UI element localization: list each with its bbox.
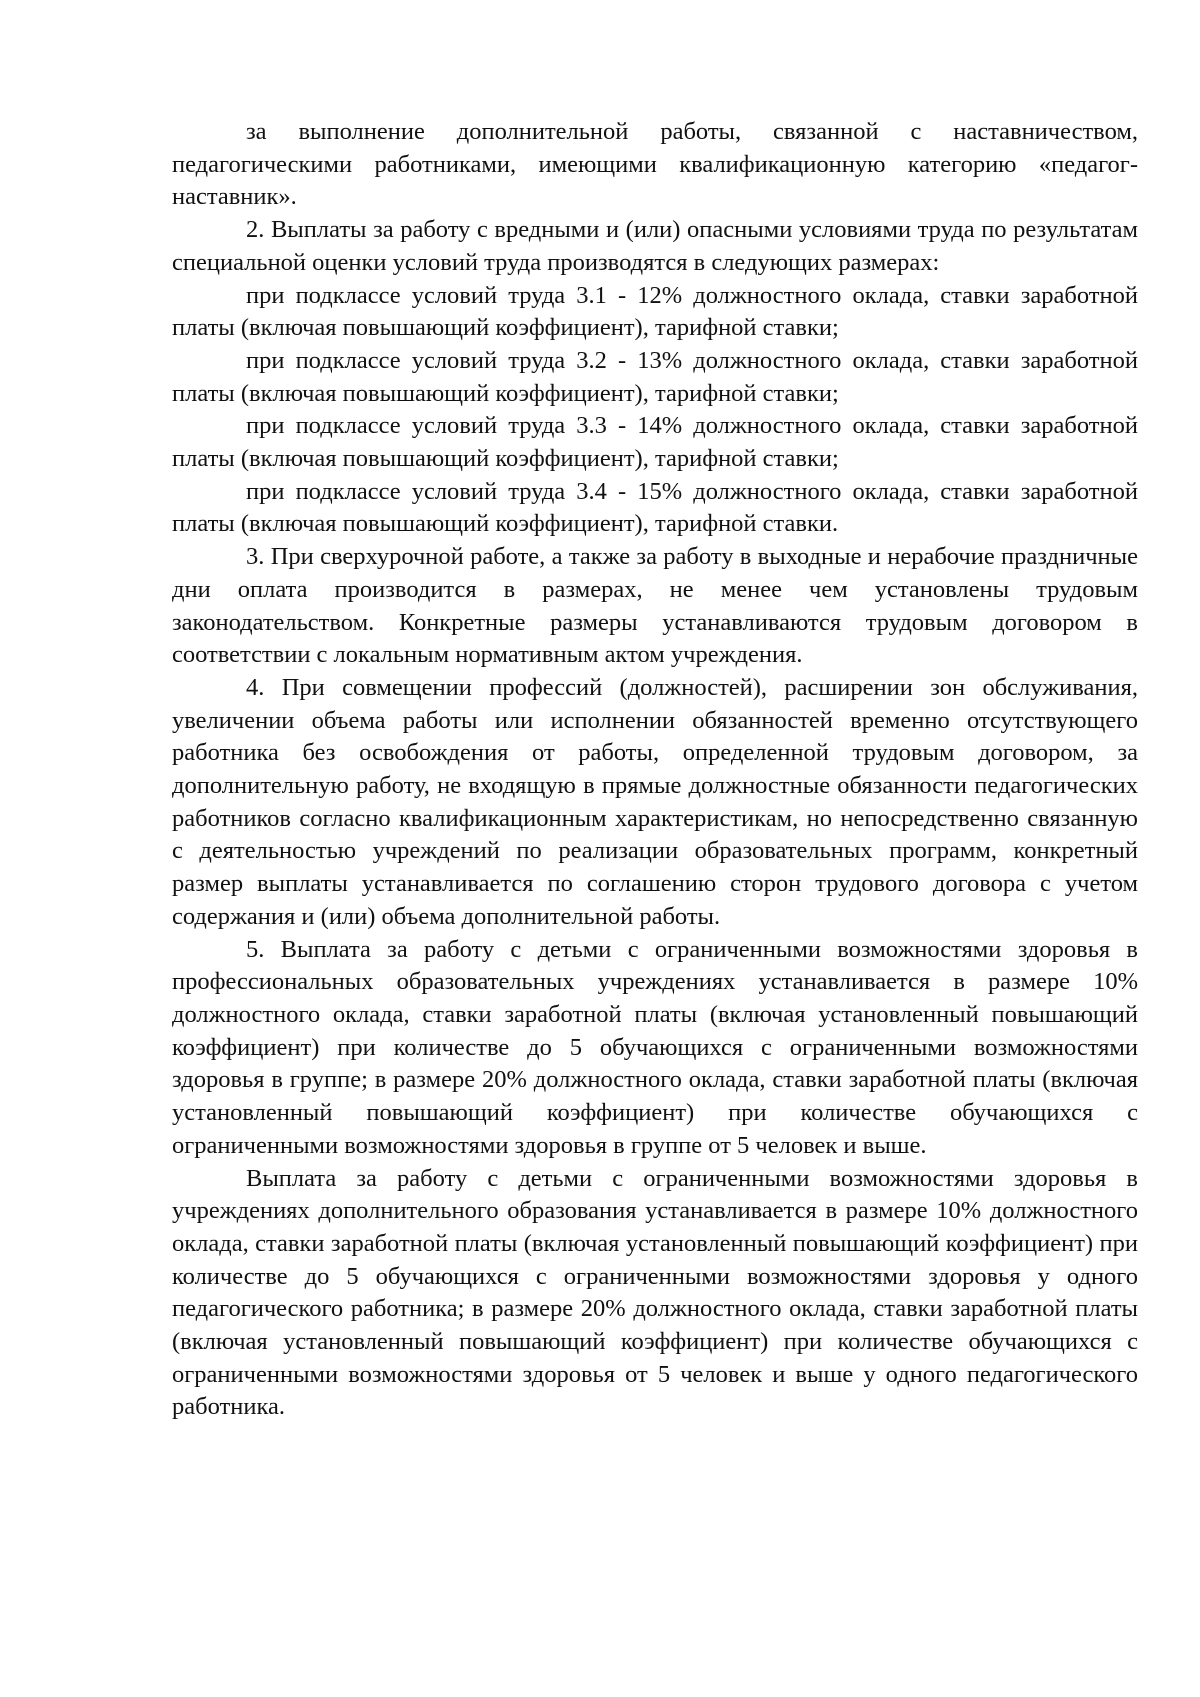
paragraph-subclass-3-4: при подклассе условий труда 3.4 - 15% должностного оклада, ставки заработной платы (включая повышающий коэффициент), тарифной ставки. [172, 477, 1138, 538]
paragraph-subclass-3-3: при подклассе условий труда 3.3 - 14% должностного оклада, ставки заработной платы (включая повышающий коэффициент), тарифной ставки; [172, 412, 1138, 473]
paragraph-additional-education: Выплата за работу с детьми с ограниченными возможностями здоровья в учреждениях дополнительного образования устанавливается в размере 10% должностного оклада, ставки заработной платы (включая установленный повышающий коэффициент) при количестве до 5 обучающихся с ограниченными возможностями здоровья у одного педагогического работника; в размере 20% должностного оклада, ставки заработной платы (включая установленный повышающий коэффициент) при количестве обучающихся с ограниченными возможностями здоровья от 5 человек и выше у одного педагогического работника. [172, 1164, 1138, 1421]
paragraph-item-5-disabilities: 5. Выплата за работу с детьми с ограниченными возможностями здоровья в профессиональных образовательных учреждениях устанавливается в размере 10% должностного оклада, ставки заработной платы (включая установленный повышающий коэффициент) при количестве до 5 обучающихся с ограниченными возможностями здоровья в группе; в размере 20% должностного оклада, ставки заработной платы (включая установленный повышающий коэффициент) при количестве обучающихся с ограниченными возможностями здоровья в группе от 5 человек и выше. [172, 935, 1138, 1159]
paragraph-subclass-3-1: при подклассе условий труда 3.1 - 12% должностного оклада, ставки заработной платы (включая повышающий коэффициент), тарифной ставки; [172, 281, 1138, 342]
paragraph-item-3-overtime: 3. При сверхурочной работе, а также за работу в выходные и нерабочие праздничные дни оплата производится в размерах, не менее чем установлены трудовым законодательством. Конкретные размеры устанавливаются трудовым договором в соответствии с локальным нормативным актом учреждения. [172, 543, 1138, 669]
paragraph-subclass-3-2: при подклассе условий труда 3.2 - 13% должностного оклада, ставки заработной платы (включая повышающий коэффициент), тарифной ставки; [172, 346, 1138, 407]
document-body [172, 116, 1138, 1424]
paragraph-mentorship-continuation: за выполнение дополнительной работы, связанной с наставничеством, педагогическими работниками, имеющими квалификационную категорию «педагог-наставник». [172, 118, 1138, 211]
paragraph-item-4-combination: 4. При совмещении профессий (должностей), расширении зон обслуживания, увеличении объема работы или исполнении обязанностей временно отсутствующего работника без освобождения от работы, определенной трудовым договором, за дополнительную работу, не входящую в прямые должностные обязанности педагогических работников согласно квалификационным характеристикам, но непосредственно связанную с деятельностью учреждений по реализации образовательных программ, конкретный размер выплаты устанавливается по соглашению сторон трудового договора с учетом содержания и (или) объема дополнительной работы. [172, 673, 1138, 930]
paragraph-item-2-harmful-conditions: 2. Выплаты за работу с вредными и (или) опасными условиями труда по результатам специальной оценки условий труда производятся в следующих размерах: [172, 216, 1138, 276]
